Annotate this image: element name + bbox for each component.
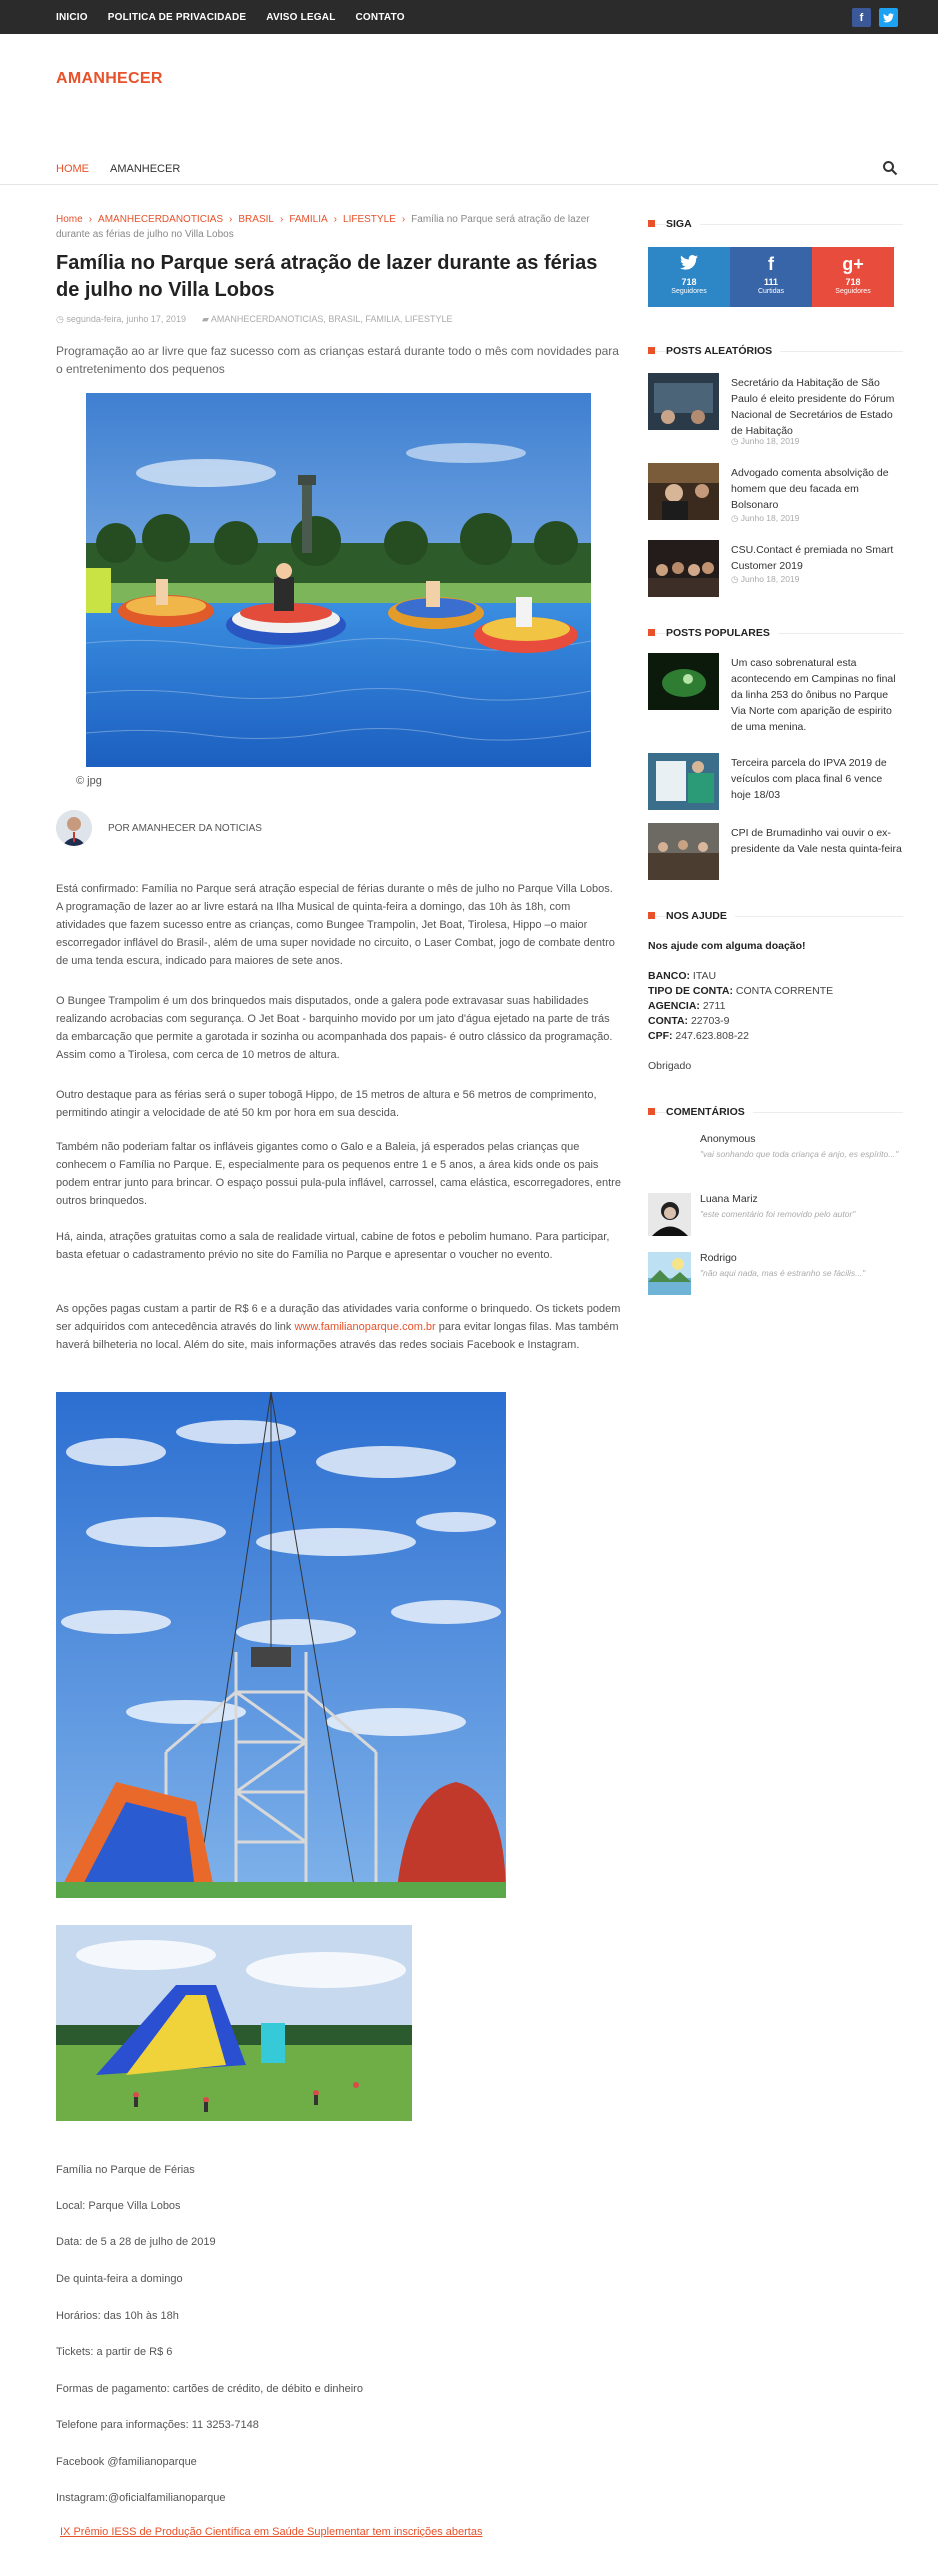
comment-avatar — [648, 1193, 691, 1236]
facebook-icon[interactable]: f — [852, 8, 871, 27]
article-date: ◷ segunda-feira, junho 17, 2019 — [56, 314, 186, 324]
top-menu-privacidade[interactable]: POLITICA DE PRIVACIDADE — [107, 11, 247, 23]
breadcrumb-separator: › — [401, 214, 406, 225]
twitter-follow-button[interactable]: 718 Seguidores — [648, 247, 730, 307]
author-box — [56, 810, 262, 846]
widget-title-donate: NOS AJUDE — [648, 910, 903, 924]
article-paragraph: Também não poderiam faltar os infláveis gigantes como o Galo e a Baleia, já esperados pelas crianças que conhecem o Família no Parque. E, especialmente para os pequenos entre 1 e 5 anos, a área kids onde os pais podem entrar junto para brincar. O espaço possui pula-pula inflável, carrossel, cama elástica, escorregadores, entre outros brinquedos. — [56, 1141, 621, 1207]
post-date: ◷ Junho 18, 2019 — [731, 436, 800, 446]
top-menu-contato[interactable]: CONTATO — [355, 11, 405, 23]
comment-text[interactable]: "vai sonhando que toda criança é anjo, es espírito..." — [700, 1149, 899, 1159]
comment-author[interactable]: Anonymous — [700, 1133, 756, 1145]
event-info-line: Instagram:@oficialfamilianoparque — [56, 2492, 226, 2504]
article-excerpt: Programação ao ar livre que faz sucesso com as crianças estará durante todo o mês com novidades para o entretenimento dos pequenos — [56, 344, 619, 376]
random-post[interactable] — [648, 540, 903, 600]
breadcrumb-amanhecerdanoticias[interactable]: AMANHECERDANOTICIAS — [98, 214, 224, 225]
related-post-link[interactable]: IX Prêmio IESS de Produção Científica em Saúde Suplementar tem inscrições abertas — [60, 2526, 483, 2538]
comment-text[interactable]: "este comentário foi removido pelo autor" — [700, 1209, 856, 1219]
site-logo[interactable]: AMANHECER — [56, 70, 163, 87]
widget-title-comments: COMENTÁRIOS — [648, 1106, 903, 1120]
author-name[interactable]: POR AMANHECER DA NOTICIAS — [108, 822, 262, 834]
popular-post[interactable] — [648, 753, 903, 815]
donate-agency: AGENCIA: 2711 — [648, 1000, 726, 1012]
main-nav — [56, 160, 898, 180]
event-info-line: Telefone para informações: 11 3253-7148 — [56, 2419, 259, 2431]
article-title: Família no Parque será atração de lazer durante as férias de julho no Villa Lobos — [56, 252, 598, 301]
breadcrumb-separator: › — [279, 214, 284, 225]
breadcrumb-current: Família no Parque será atração de lazer durante as férias de julho no Villa Lobos — [56, 214, 590, 240]
top-menu-aviso-legal[interactable]: AVISO LEGAL — [266, 11, 336, 23]
google-plus-icon: g+ — [842, 254, 864, 274]
article-meta — [56, 314, 452, 325]
popular-post[interactable] — [648, 653, 903, 743]
event-info-line: Tickets: a partir de R$ 6 — [56, 2346, 173, 2358]
folder-icon: ▰ — [201, 314, 211, 324]
popular-post[interactable] — [648, 823, 903, 885]
comment-item[interactable] — [648, 1252, 903, 1300]
clock-icon: ◷ — [731, 436, 741, 446]
twitter-icon[interactable] — [879, 8, 898, 27]
event-info-line: Horários: das 10h às 18h — [56, 2310, 179, 2322]
comment-text[interactable]: "não aqui nada, mas é estranho se fácilis..." — [700, 1268, 866, 1278]
comment-item[interactable] — [648, 1133, 903, 1181]
follow-buttons — [648, 247, 894, 307]
article-paragraph: Outro destaque para as férias será o super tobogã Hippo, de 15 metros de altura e 56 metros de comprimento, permitindo atingir a velocidade de até 50 km por hora em sua descida. — [56, 1089, 597, 1119]
clock-icon: ◷ — [56, 314, 67, 324]
post-title[interactable]: Um caso sobrenatural esta acontecendo em Campinas no final da linha 253 do ônibus no Parque Via Norte com aparição de espirito de uma menina. — [731, 657, 896, 733]
top-menu — [56, 0, 405, 34]
facebook-follow-button[interactable]: f 111 Curtidas — [730, 247, 812, 307]
comment-author[interactable]: Rodrigo — [700, 1252, 737, 1264]
random-post[interactable] — [648, 463, 903, 533]
post-thumbnail[interactable] — [648, 653, 719, 710]
comment-author[interactable]: Luana Mariz — [700, 1193, 758, 1205]
donate-bank: BANCO: ITAU — [648, 970, 717, 982]
comment-avatar — [648, 1252, 691, 1295]
twitter-icon — [648, 253, 730, 275]
breadcrumb-brasil[interactable]: BRASIL — [238, 214, 274, 225]
widget-title-random-posts: POSTS ALEATÓRIOS — [648, 345, 903, 359]
breadcrumb-lifestyle[interactable]: LIFESTYLE — [343, 214, 396, 225]
donate-account-type: TIPO DE CONTA: CONTA CORRENTE — [648, 985, 834, 997]
article-paragraph: O Bungee Trampolim é um dos brinquedos mais disputados, onde a galera pode extravasar suas habilidades realizando acrobacias com segurança. O Jet Boat - barquinho movido por um jato d'água ejetado na parte de trás da embarcação que permite a garotada ir sozinha ou acompanhada dos papais- é outro clássico da programação. Assim como a Tirolesa, com cerca de 10 metros de altura. — [56, 995, 613, 1061]
search-icon[interactable] — [882, 160, 898, 176]
post-thumbnail[interactable] — [648, 540, 719, 597]
event-info-line: De quinta-feira a domingo — [56, 2273, 183, 2285]
donate-cpf: CPF: 247.623.808-22 — [648, 1030, 749, 1042]
post-date: ◷ Junho 18, 2019 — [731, 574, 800, 584]
event-info-line: Local: Parque Villa Lobos — [56, 2200, 181, 2212]
random-post[interactable] — [648, 373, 903, 453]
clock-icon: ◷ — [731, 574, 741, 584]
comment-avatar — [648, 1133, 691, 1176]
event-info-line: Facebook @familianoparque — [56, 2456, 197, 2468]
breadcrumb-separator: › — [333, 214, 338, 225]
post-title[interactable]: Secretário da Habitação de São Paulo é eleito presidente do Fórum Nacional de Secretários de Estado de Habitação — [731, 377, 895, 437]
article-image-inflatable-slide[interactable] — [56, 1925, 412, 2121]
donate-thanks: Obrigado — [648, 1060, 692, 1072]
post-thumbnail[interactable] — [648, 463, 719, 520]
top-social — [852, 8, 898, 27]
article-paragraph: Está confirmado: Família no Parque será atração especial de férias durante o mês de julho no Parque Villa Lobos. A programação de lazer ao ar livre estará na Ilha Musical de quinta-feira a domingo, das 10h às 18h, com atividades que fazem sucesso entre as crianças, como Bungee Trampolin, Jet Boat, Tirolesa, Hippo –o maior escorregador inflável do Brasil-, além de uma super novidade no circuito, o Laser Combat, jogo de combate dentro de uma tenda escura, indicado para maiores de sete anos. — [56, 883, 615, 967]
post-thumbnail[interactable] — [648, 753, 719, 810]
breadcrumb-familia[interactable]: FAMILIA — [289, 214, 328, 225]
post-date: ◷ Junho 18, 2019 — [731, 513, 800, 523]
donate-account: CONTA: 22703-9 — [648, 1015, 730, 1027]
tickets-link[interactable]: www.familianoparque.com.br — [294, 1321, 436, 1333]
event-info-line: Data: de 5 a 28 de julho de 2019 — [56, 2236, 216, 2248]
post-title[interactable]: CPI de Brumadinho vai ouvir o ex-presidente da Vale nesta quinta-feira — [731, 827, 902, 855]
comment-item[interactable] — [648, 1193, 903, 1241]
article-image-bungee-tower[interactable] — [56, 1392, 506, 1898]
nav-divider — [0, 184, 938, 185]
clock-icon: ◷ — [731, 513, 741, 523]
post-thumbnail[interactable] — [648, 823, 719, 880]
breadcrumb-separator: › — [229, 214, 233, 225]
post-title[interactable]: Terceira parcela do IPVA 2019 de veículos com placa final 6 vence hoje 18/03 — [731, 757, 887, 801]
nav-amanhecer[interactable]: AMANHECER — [110, 163, 181, 175]
widget-title-popular-posts: POSTS POPULARES — [648, 627, 903, 641]
nav-home[interactable]: HOME — [56, 163, 89, 175]
breadcrumb-separator: › — [88, 214, 93, 225]
breadcrumb-home[interactable]: Home — [56, 214, 83, 225]
post-title[interactable]: Advogado comenta absolvição de homem que deu facada em Bolsonaro — [731, 467, 889, 511]
widget-title-siga: SIGA — [648, 218, 903, 232]
article-paragraph: As opções pagas custam a partir de R$ 6 e a duração das atividades varia conforme o brinquedo. Os tickets podem ser adquiridos com antecedência através do link www.familianoparque.com.br para evitar longas filas. Mas também haverá bilheteria no local. Além do site, mais informações através das redes sociais Facebook e Instagram. — [56, 1303, 621, 1351]
event-info-line: Formas de pagamento: cartões de crédito, de débito e dinheiro — [56, 2383, 363, 2395]
author-avatar[interactable] — [56, 810, 92, 846]
event-info-line: Família no Parque de Férias — [56, 2164, 195, 2176]
post-thumbnail[interactable] — [648, 373, 719, 430]
breadcrumb — [56, 212, 591, 242]
top-bar — [0, 0, 938, 34]
post-title[interactable]: CSU.Contact é premiada no Smart Customer 2019 — [731, 544, 894, 572]
article-categories[interactable]: ▰ AMANHECERDANOTICIAS, BRASIL, FAMILIA, LIFESTYLE — [201, 314, 453, 324]
article-image-bumper-boats[interactable] — [86, 393, 591, 767]
article-paragraph: Há, ainda, atrações gratuitas como a sala de realidade virtual, cabine de fotos e pebolim humano. Para participar, basta efetuar o cadastramento prévio no site do Família no Parque e apresentar o voucher no evento. — [56, 1231, 610, 1261]
facebook-icon: f — [768, 254, 774, 274]
top-menu-inicio[interactable]: INICIO — [56, 11, 88, 23]
google-plus-follow-button[interactable]: g+ 718 Seguidores — [812, 247, 894, 307]
donate-headline: Nos ajude com alguma doação! — [648, 940, 806, 952]
image-caption: © jpg — [76, 775, 102, 787]
